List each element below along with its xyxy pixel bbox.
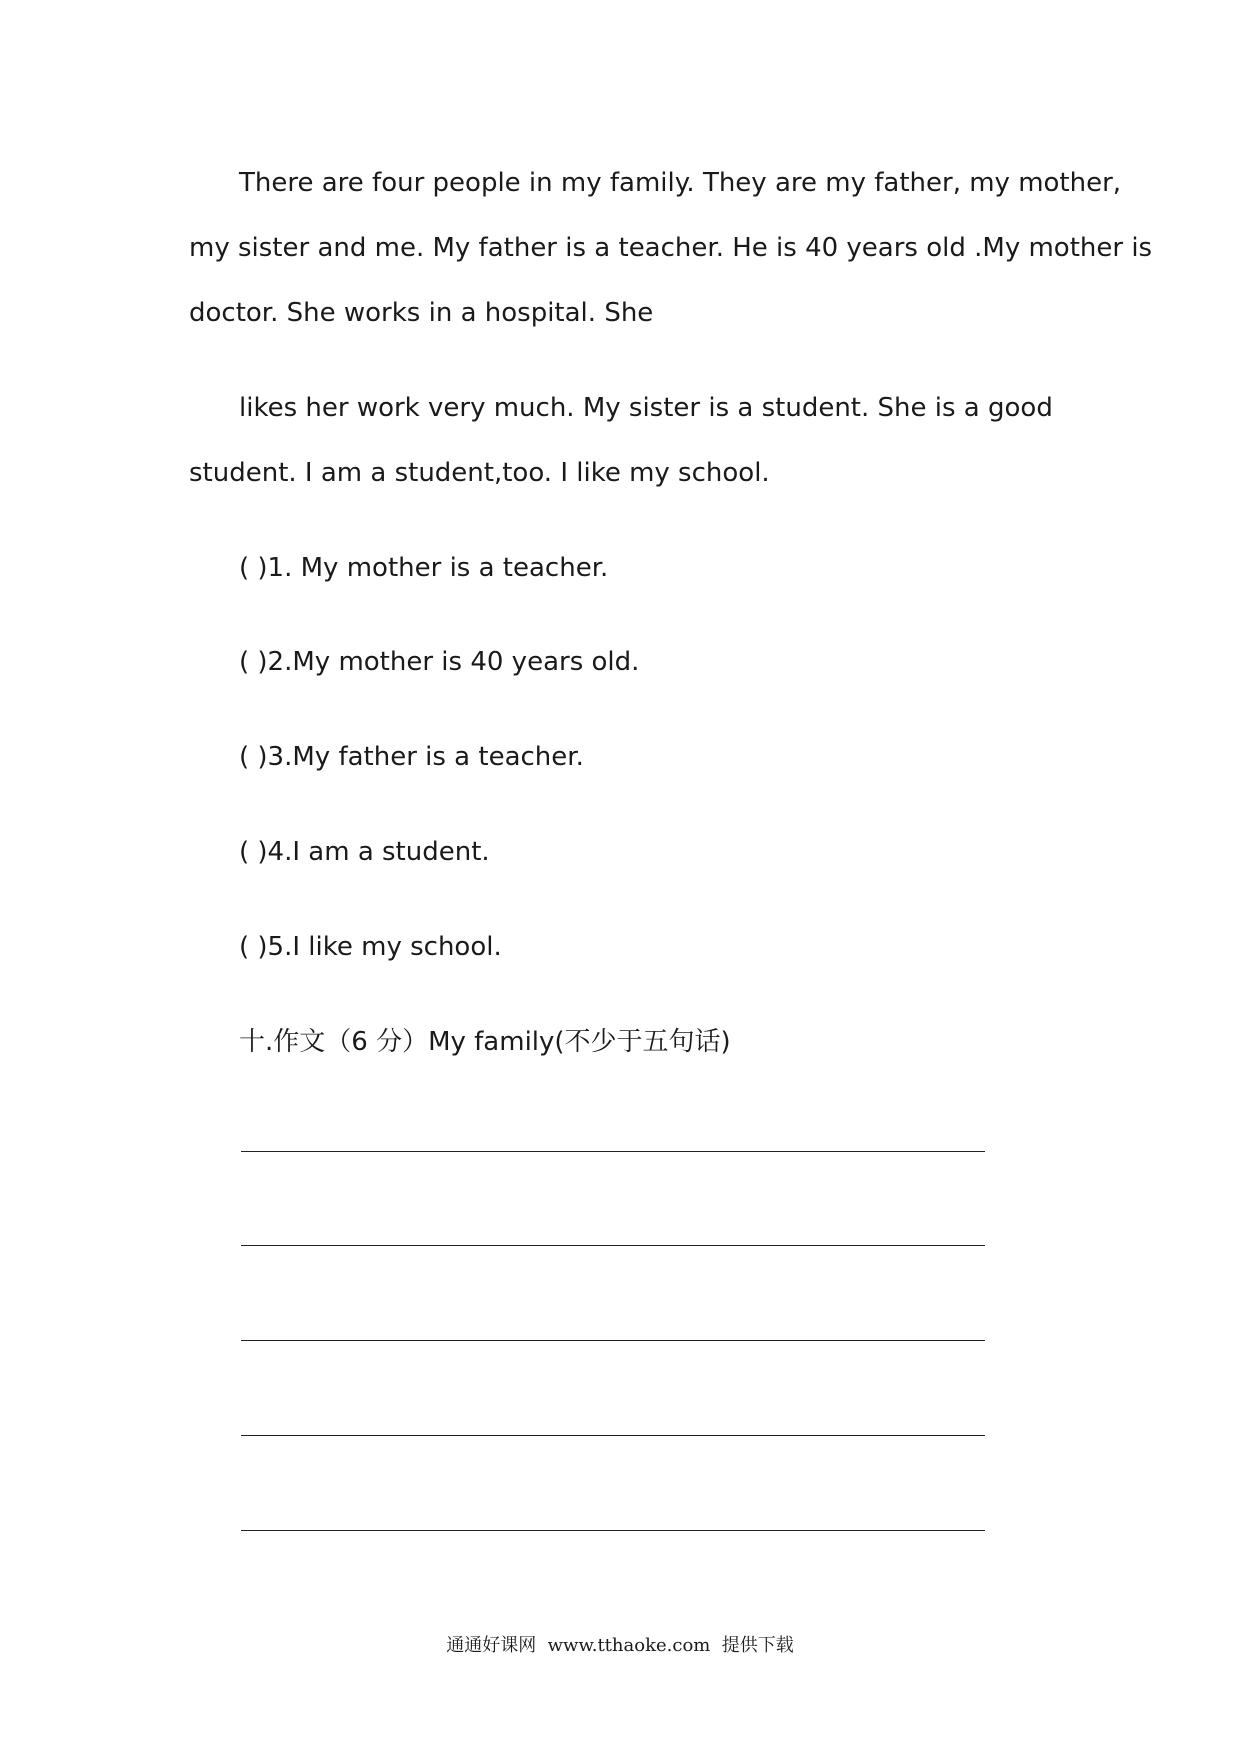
writing-line[interactable] <box>241 1151 985 1152</box>
question-1: ( )1. My mother is a teacher. <box>239 553 609 583</box>
passage-line-4: likes her work very much. My sister is a student. She is a good <box>239 393 1053 423</box>
writing-line[interactable] <box>241 1340 985 1341</box>
question-4: ( )4.I am a student. <box>239 837 490 867</box>
writing-line[interactable] <box>241 1530 985 1531</box>
footer-credit: 通通好课网 www.tthaoke.com 提供下载 <box>446 1635 794 1656</box>
question-2: ( )2.My mother is 40 years old. <box>239 647 640 677</box>
writing-line[interactable] <box>241 1435 985 1436</box>
writing-line[interactable] <box>241 1245 985 1246</box>
passage-line-2: my sister and me. My father is a teacher. He is 40 years old .My mother is <box>189 233 1153 263</box>
question-5: ( )5.I like my school. <box>239 932 502 962</box>
passage-line-5: student. I am a student,too. I like my school. <box>189 458 770 488</box>
composition-heading: 十.作文（6 分）My family(不少于五句话) <box>239 1027 731 1057</box>
passage-line-1: There are four people in my family. They are my father, my mother, <box>239 168 1122 198</box>
passage-line-3: doctor. She works in a hospital. She <box>189 298 654 328</box>
question-3: ( )3.My father is a teacher. <box>239 742 584 772</box>
